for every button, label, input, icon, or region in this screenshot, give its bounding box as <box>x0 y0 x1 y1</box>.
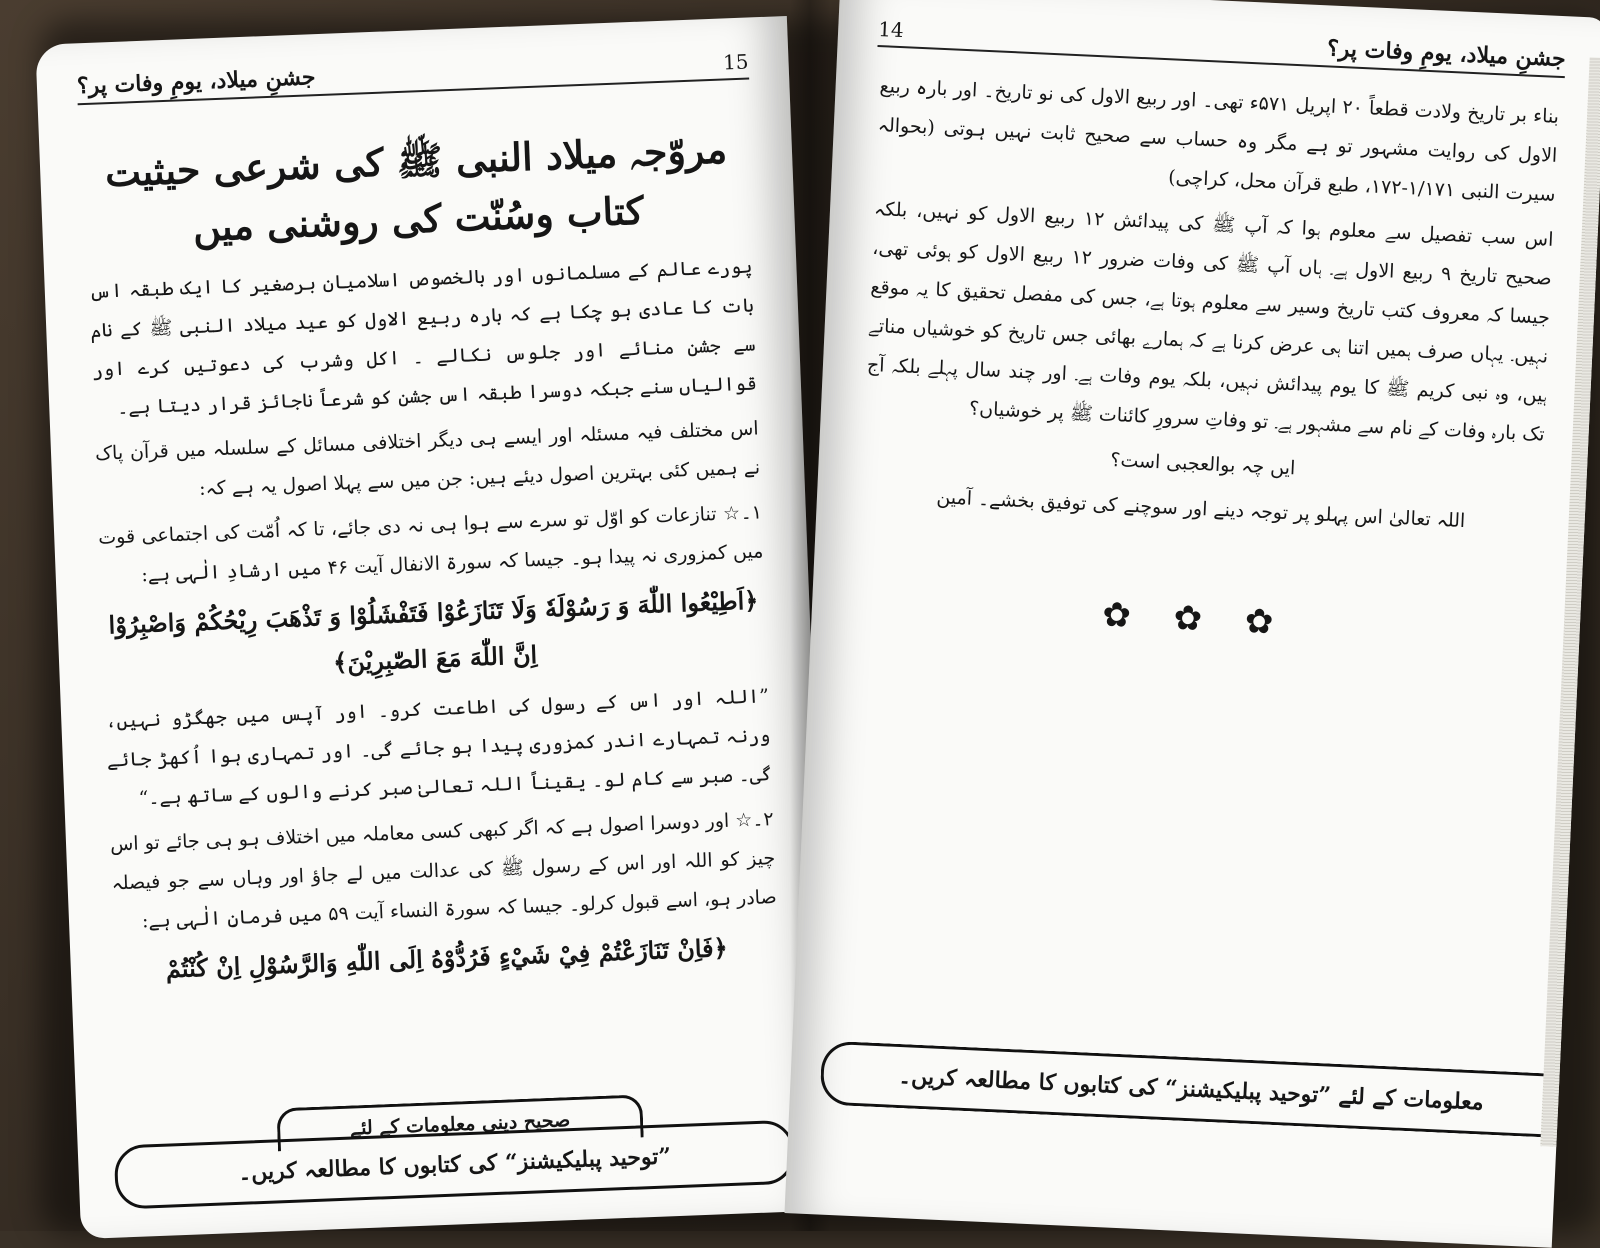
right-page-content <box>855 67 1560 654</box>
conclusion-paragraph: اس سب تفصیل سے معلوم ہوا کہ آپ ﷺ کی پیدائش ۱۲ ربیع الاول کو نہیں، بلکہ صحیح تاریخ ۹ ربیع الاول ہے۔ ہاں آپ ﷺ کی وفات ضرور ۱۲ ربیع الاول کو ہوئی تھی، جیسا کہ معروف کتب تاریخ وسیر سے معلوم ہوتا ہے، جس کی مفصل تحقیق کا یہ موقع نہیں۔ یہاں صرف ہمیں اتنا ہی عرض کرنا ہے کہ ہمارے بھائی جس تاریخ کو خوشیاں مناتے ہیں، وہ نبی کریم ﷺ کا یوم پیدائش نہیں، بلکہ یوم وفات ہے۔ اور چند سال پہلے بلکہ آج تک بارہ وفات کے نام سے مشہور ہے۔ تو وفاتِ سرورِ کائنات ﷺ پر خوشیاں؟ <box>866 197 1554 446</box>
left-running-title: جشنِ میلاد، یومِ وفات پر؟ <box>76 64 316 100</box>
right-running-head <box>877 7 1566 78</box>
left-footer-tab: صحیح دینی معلومات کے لئے <box>276 1094 643 1151</box>
right-page-number: 14 <box>877 16 905 43</box>
right-page <box>784 0 1600 1248</box>
quran-verse-anfal: ﴿اَطِيْعُوا اللّٰهَ وَ رَسُوْلَهٗ وَلَا تَنَازَعُوْا فَتَفْشَلُوْا وَ تَذْهَبَ رِيْحُكُمْ وَاصْبِرُوْا اِنَّ اللّٰهَ مَعَ الصّٰبِرِيْنَ﴾ <box>108 585 759 677</box>
persian-line: ایں چہ بوالعجبی است؟ <box>1109 448 1296 480</box>
verse-translation: ”اللہ اور اس کے رسول کی اطاعت کرو۔ اور آپس میں جھگڑو نہیں، ورنہ تمہارے اندر کمزوری پیدا ہو جائے گی۔ اور تمہاری ہوا اُکھڑ جائے گی۔ صبر سے کام لو۔ یقیناً اللہ تعالیٰ صبر کرنے والوں کے ساتھ ہے۔“ <box>104 685 773 810</box>
intro-paragraph: پورے عالم کے مسلمانوں اور بالخصوص اسلامیان برصغیر کا ایک طبقہ اس بات کا عادی ہو چکا ہے کہ بارہ ربیع الاول کو عید میلاد النبی ﷺ کے نام سے جشن منائے اور جلوس نکالے ۔ اکل وشرب کی دعوتیں کرے اور قوالیاں سنے جبکہ دوسرا طبقہ اس جشن کو شرعاً ناجائز قرار دیتا ہے۔ <box>88 255 758 419</box>
closing-prayer: اللہ تعالیٰ اس پہلو پر توجہ دینے اور سوچنے کی توفیق بخشے۔ آمین <box>935 486 1466 533</box>
chapter-heading-line-2: کتاب وسُنّت کی روشنی میں <box>192 187 645 250</box>
quran-verse-nisa: ﴿فَاِنْ تَنَازَعْتُمْ فِيْ شَيْءٍ فَرُدُّوْهُ اِلَى اللّٰهِ وَالرَّسُوْلِ اِنْ كُنْتُمْ <box>165 932 729 984</box>
left-footer-banner: ”توحید پبلیکیشنز“ کی کتابوں کا مطالعہ کریں۔ <box>114 1120 796 1210</box>
right-running-title: جشنِ میلاد، یومِ وفات پر؟ <box>1326 35 1567 73</box>
left-running-head <box>76 40 749 106</box>
chapter-heading-line-1: مروّجہ میلاد النبی ﷺ کی شرعی حیثیت <box>104 126 728 196</box>
right-footer-banner: معلومات کے لئے ”توحید پبلیکیشنز“ کی کتابوں کا مطالعہ کریں۔ <box>819 1040 1559 1137</box>
left-page <box>35 16 832 1239</box>
second-principle: ۲۔☆ اور دوسرا اصول ہے کہ اگر کبھی کسی معاملہ میں اختلاف ہو ہی جائے تو اس چیز کو اللہ اور اس کے رسول ﷺ کی عدالت میں لے جاؤ اور وہاں سے جو فیصلہ صادر ہو، اسے قبول کرلو۔ جیسا کہ سورۃ النساء آیت ۵۹ میں فرمانِ الٰہی ہے: <box>109 808 778 933</box>
birth-date-paragraph: بناء بر تاریخ ولادت قطعاً ۲۰ اپریل ۵۷۱ء تھی۔ اور ربیع الاول کی نو تاریخ۔ اور بارہ ربیع الاول کی روایت مشہور تو ہے مگر وہ حساب سے صحیح ثابت نہیں ہوتی (بحوالہ سیرت النبی ۱/۱۷۱-۱۷۲، طبع قرآن محل، کراچی) <box>877 75 1560 206</box>
left-page-content <box>82 100 779 1003</box>
chapter-heading <box>83 120 751 261</box>
principles-paragraph: اس مختلف فیہ مسئلہ اور ایسے ہی دیگر اختلافی مسائل کے سلسلہ میں قرآن پاک نے ہمیں کئی بہترین اصول دیئے ہیں: جن میں سے پہلا اصول یہ ہے کہ: <box>94 417 761 500</box>
first-principle: ۱۔☆ تنازعات کو اوّل تو سرے سے ہوا ہی نہ دی جائے، تا کہ اُمّت کی اجتماعی قوت میں کمزوری نہ پیدا ہو۔ جیسا کہ سورۃ الانفال آیت ۴۶ میں ارشادِ الٰہی ہے: <box>97 501 764 587</box>
left-page-number: 15 <box>722 49 749 75</box>
ornament-flower-icon: ✿ ✿ ✿ <box>1101 594 1291 644</box>
